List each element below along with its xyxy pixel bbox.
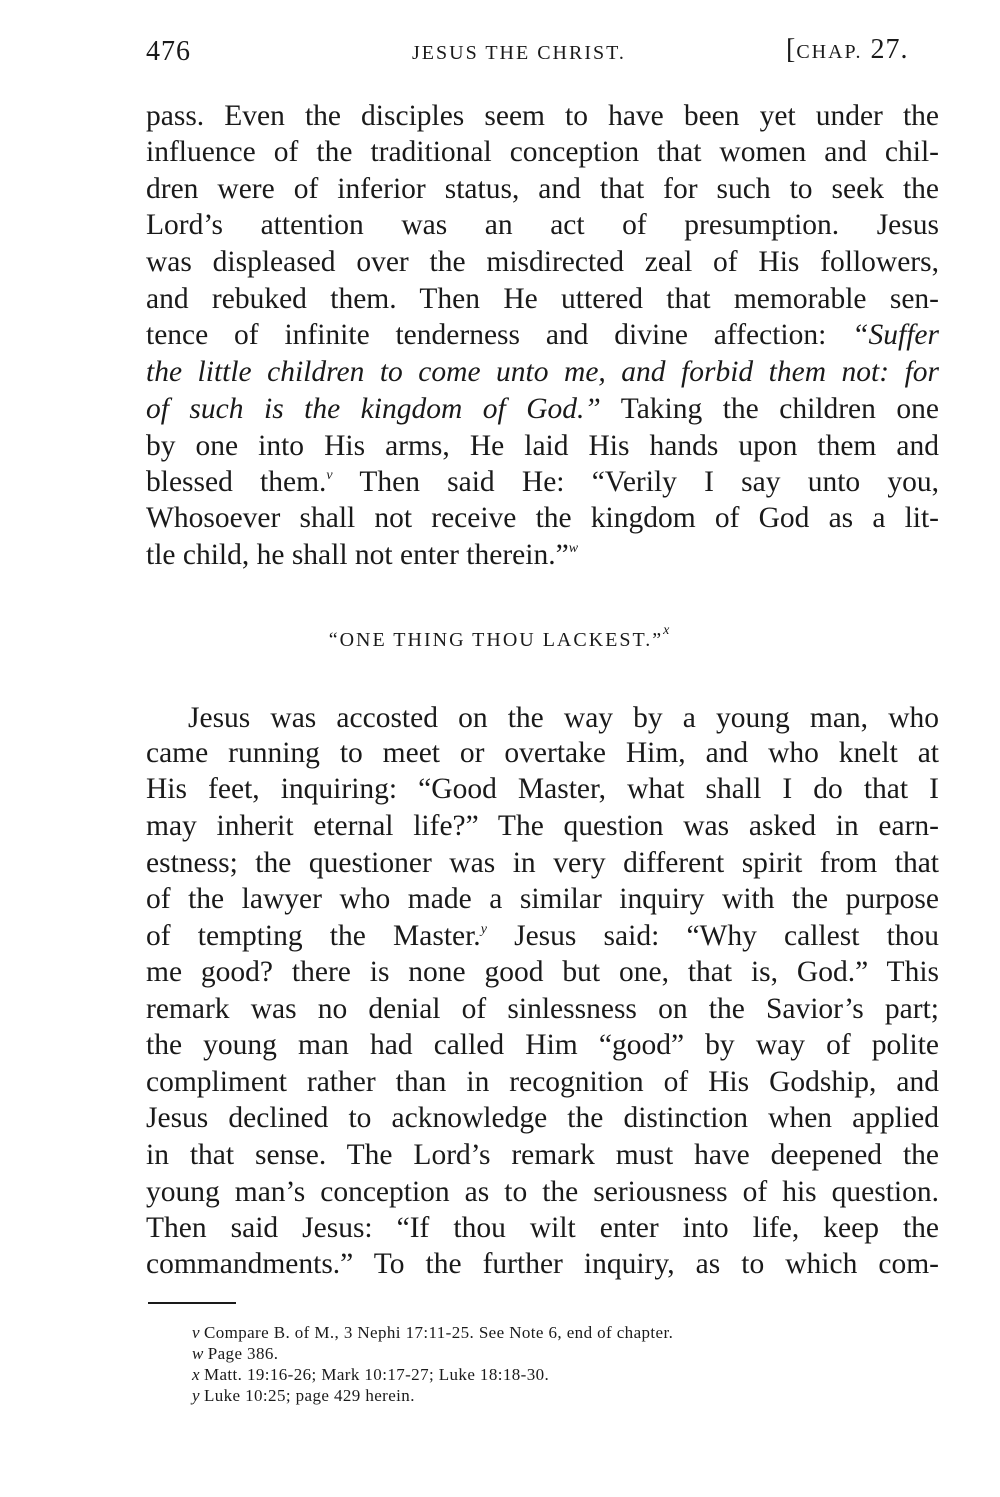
body-text: tence of infinite tenderness and divine affection: — [146, 319, 827, 351]
body-line — [146, 537, 939, 573]
body-line: commandments.” To the further inquiry, as to which com- — [146, 1248, 939, 1280]
body-text: tle child, he shall not enter therein.” — [146, 539, 569, 571]
footnote-marker-v: v — [326, 468, 333, 483]
body-line: compliment rather than in recognition of His Godship, and — [146, 1066, 939, 1098]
footnote-divider — [148, 1302, 236, 1304]
body-line: pass. Even the disciples seem to have been yet under the — [146, 100, 939, 132]
chapter-number: 27. — [870, 34, 909, 65]
body-line: Jesus was accosted on the way by a young man, who — [188, 702, 939, 734]
body-line: Lord’s attention was an act of presumption. Jesus — [146, 209, 939, 241]
footnote-mark: y — [192, 1386, 200, 1405]
footnote-text: Luke 10:25; page 429 herein. — [203, 1386, 415, 1405]
scripture-quote: “Suffer — [852, 319, 939, 351]
body-line: Whosoever shall not receive the kingdom of God as a lit- — [146, 502, 939, 534]
running-title: JESUS THE CHRIST. — [412, 42, 626, 64]
section-heading-text: “ONE THING THOU LACKEST.” — [328, 629, 664, 651]
body-text: Jesus said: “Why callest thou — [514, 920, 940, 952]
body-line: Then said Jesus: “If thou wilt enter into life, keep the — [146, 1212, 939, 1244]
body-text: Taking the children one — [620, 393, 939, 425]
body-line: me good? there is none good but one, that is, God.” This — [146, 956, 939, 988]
body-line — [146, 317, 939, 353]
footnote — [192, 1343, 278, 1364]
body-line: the young man had called Him “good” by way of polite — [146, 1029, 939, 1061]
footnote-mark: x — [192, 1365, 200, 1384]
body-line — [146, 464, 939, 500]
footnote-text: Compare B. of M., 3 Nephi 17:11-25. See Note 6, end of chapter. — [203, 1323, 674, 1342]
body-line: remark was no denial of sinlessness on the Savior’s part; — [146, 993, 939, 1025]
footnote — [192, 1322, 673, 1343]
body-line — [146, 918, 939, 954]
body-text: of tempting the Master. — [146, 920, 481, 952]
scripture-quote: of such is the kingdom of God.” — [146, 393, 601, 425]
chapter-label — [786, 34, 908, 66]
footnote-mark: w — [192, 1344, 204, 1363]
footnote — [192, 1385, 415, 1406]
footnote-marker-w: w — [568, 541, 579, 556]
footnote-mark: v — [192, 1323, 200, 1342]
body-line: came running to meet or overtake Him, and who knelt at — [146, 737, 939, 769]
chapter-bracket: [ — [786, 34, 797, 65]
body-line: young man’s conception as to the seriousness of his question. — [146, 1176, 939, 1208]
body-line: of the lawyer who made a similar inquiry with the purpose — [146, 883, 939, 915]
section-heading — [0, 623, 1000, 654]
body-line: was displeased over the misdirected zeal of His followers, — [146, 246, 939, 278]
footnote-text: Matt. 19:16-26; Mark 10:17-27; Luke 18:18-30. — [203, 1365, 550, 1384]
footnote-marker-y: y — [480, 922, 487, 937]
body-text: blessed them. — [146, 466, 327, 498]
body-line: influence of the traditional conception that women and chil- — [146, 136, 939, 168]
body-line: His feet, inquiring: “Good Master, what shall I do that I — [146, 773, 939, 805]
body-line: and rebuked them. Then He uttered that memorable sen- — [146, 283, 939, 315]
body-text: Then said He: “Verily I say unto you, — [359, 466, 939, 498]
body-line: estness; the questioner was in very different spirit from that — [146, 847, 939, 879]
footnote — [192, 1364, 549, 1385]
chapter-word: CHAP. — [796, 41, 863, 63]
body-line: by one into His arms, He laid His hands upon them and — [146, 430, 939, 462]
body-line: dren were of inferior status, and that for such to seek the — [146, 173, 939, 205]
body-line — [146, 354, 939, 390]
footnote-marker-x: x — [663, 623, 672, 638]
page-number: 476 — [146, 36, 191, 67]
body-line: Jesus declined to acknowledge the distinction when applied — [146, 1102, 939, 1134]
body-line: in that sense. The Lord’s remark must have deepened the — [146, 1139, 939, 1171]
body-line — [146, 391, 939, 427]
body-line: may inherit eternal life?” The question was asked in earn- — [146, 810, 939, 842]
footnote-text: Page 386. — [207, 1344, 279, 1363]
scripture-quote: the little children to come unto me, and forbid them not: for — [146, 356, 939, 388]
